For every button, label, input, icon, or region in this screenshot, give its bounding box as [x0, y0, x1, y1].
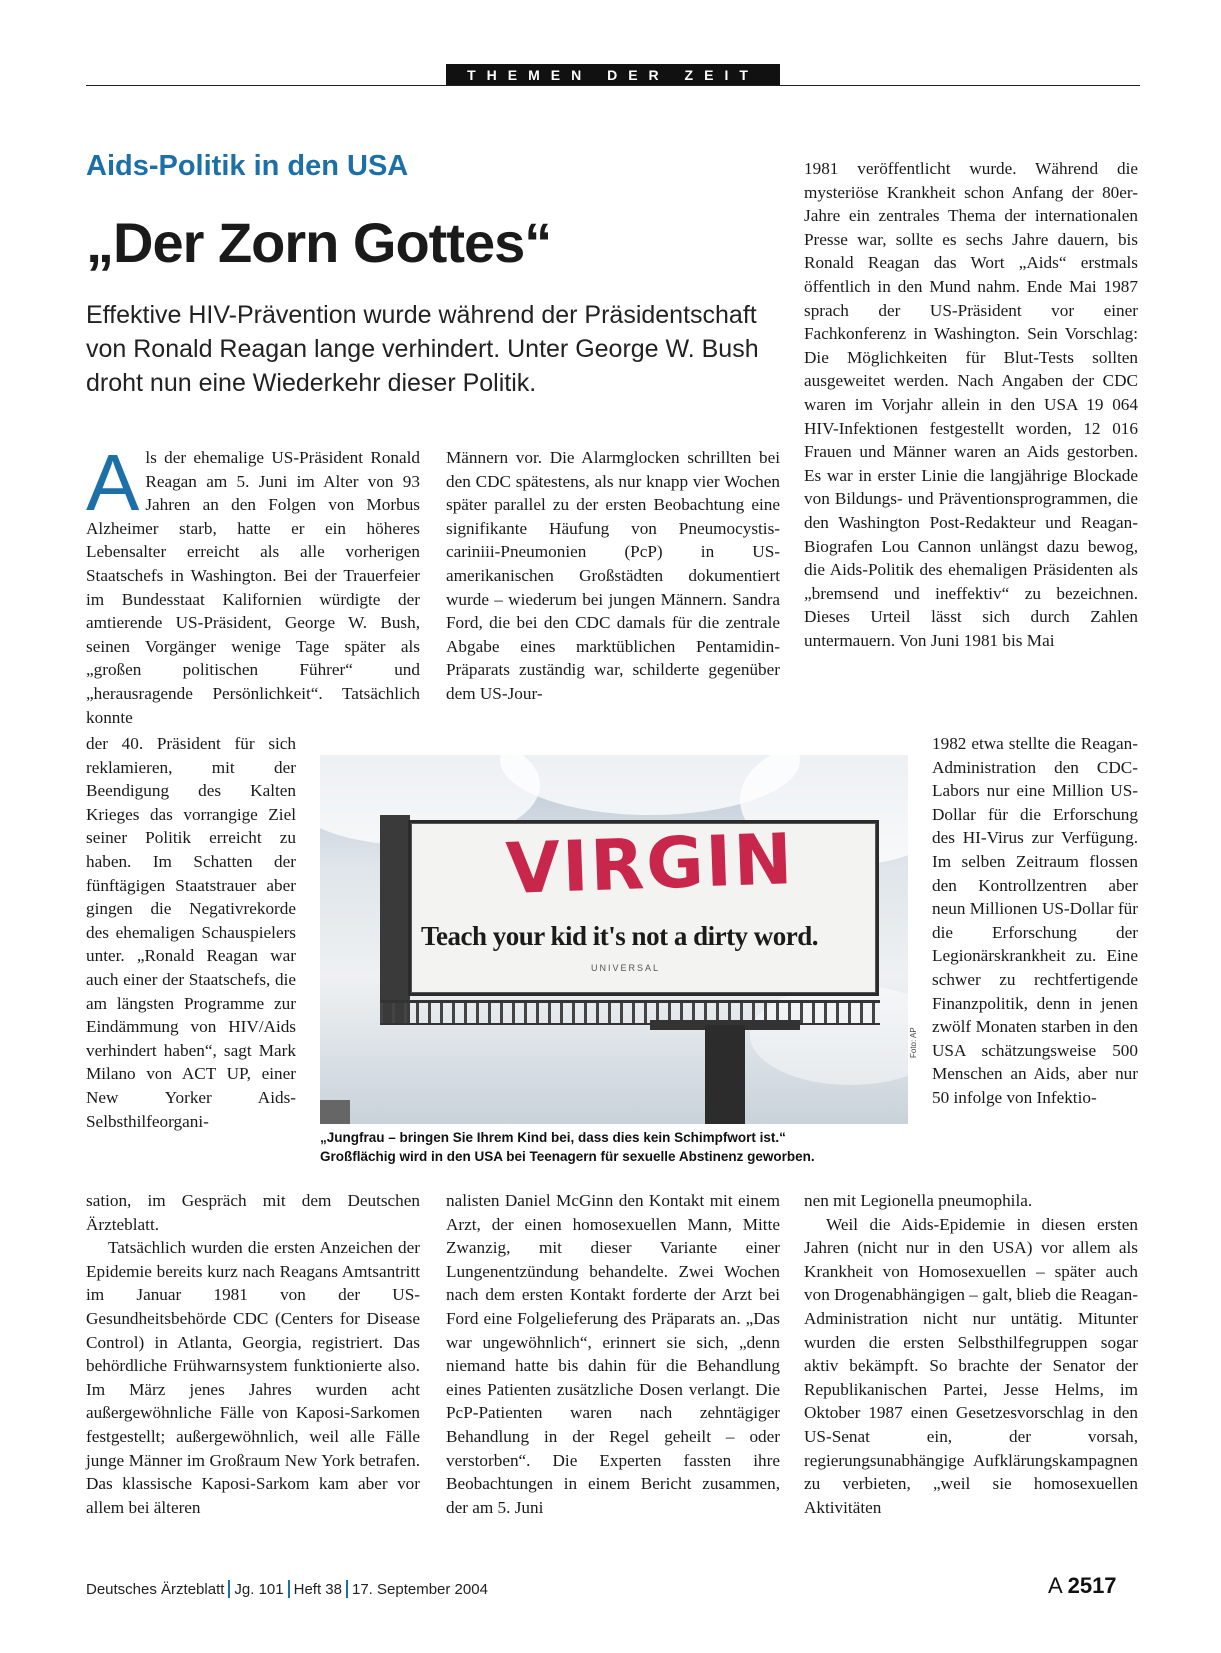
body-paragraph: 1981 veröffentlicht wurde. Während die mysteriöse Krankheit schon Anfang der 80er-Jahre ein zentrales Thema der internationalen Presse war, sollte es sechs Jahre dauern, bis Ronald Reagan das Wort „Aids“ erstmals öffentlich in den Mund nahm. Ende Mai 1987 sprach der US-Präsident vor einer Fachkonferenz in Washington. Sein Vorschlag: Die Möglichkeiten für Blut-Tests sollten ausgeweitet werden. Nach Angaben der CDC waren im Vorjahr allein in den USA 19 064 HIV-Infektionen festgestellt worden, 12 016 Frauen und Männer waren an Aids gestorben. Es war in erster Linie die langjährige Blockade von Bildungs- und Präventionsprogrammen, die den Washington Post-Redakteur und Reagan-Biografen Lou Cannon unlängst dazu bewog, die Aids-Politik des ehemaligen Präsidenten als „bremsend und ineffektiv“ zu bezeichnen. Dieses Urteil lässt sich durch Zahlen untermauern. Von Juni 1981 bis Mai — [804, 159, 1138, 650]
issue-date: 17. September 2004 — [352, 1581, 488, 1598]
billboard-pole — [705, 1025, 745, 1124]
body-paragraph: Weil die Aids-Epidemie in diesen ersten Jahren (nicht nur in den USA) vor allem als Krankheit von Homosexuellen – später auch von Drogenabhängigen – galt, blieb die Reagan-Administration nicht nur untätig. Mitunter wurden die ersten Selbsthilfegruppen sogar aktiv bekämpft. So brachte der Senator der Republikanischen Partei, Jesse Helms, im Oktober 1987 einen Gesetzesvorschlag in den US-Senat ein, der vorsah, regierungsunabhängige Aufklärungskampagnen zu verbieten, „weil sie homosexuellen Aktivitäten — [804, 1214, 1138, 1517]
separator — [346, 1580, 348, 1598]
body-paragraph: nen mit Legionella pneumophila. — [804, 1191, 1033, 1210]
caption-line: Großflächig wird in den USA bei Teenagern für sexuelle Abstinenz geworben. — [320, 1149, 815, 1164]
body-paragraph: der 40. Präsident für sich reklamieren, mit der Beendigung des Kalten Krieges das vorrangige Ziel seiner Politik erreicht zu haben. Im Schatten der fünftägigen Staatstrauer aber gingen die Negativrekorde des ehemaligen Schauspielers unter. „Ronald Reagan war auch einer der Staatschefs, die am längsten Programme zur Eindämmung von HIV/Aids verhindert haben“, sagt Mark Milano von ACT UP, einer New Yorker Aids-Selbsthilfeorgani- — [86, 734, 296, 1131]
billboard-frame — [380, 815, 410, 1025]
column-3-wrap — [932, 732, 1138, 1110]
body-paragraph: Tatsächlich wurden die ersten Anzeichen der Epidemie bereits kurz nach Reagans Amtsantritt im Januar 1981 von der US-Gesundheitsbehörde CDC (Centers for Disease Control) in Atlanta, Georgia, registriert. Das behördliche Frühwarnsystem funktionierte also. Im März jenes Jahres wurden acht außergewöhnliche Fälle von Kaposi-Sarkomen festgestellt; außergewöhnlich, weil alle Fälle junge Männer im Großraum New York betrafen. Das klassische Kaposi-Sarkom kam aber vor allem bei älteren — [86, 1238, 420, 1517]
building-corner — [320, 1100, 350, 1124]
page-number-value: 2517 — [1067, 1573, 1117, 1598]
billboard-catwalk — [380, 1000, 880, 1025]
header-rule — [86, 85, 1140, 86]
body-paragraph: Männern vor. Die Alarmglocken schrillten bei den CDC spätestens, als nur knapp vier Wochen später parallel zu der ersten Beobachtung eine signifikante Häufung von Pneumocystis-cariniii-Pneumonien (PcP) in US-amerikanischen Großstädten dokumentiert wurde – wiederum bei jungen Männern. Sandra Ford, die bei den CDC damals für die zentrale Abgabe eines marktüblichen Pentamidin-Präparats zuständig war, schilderte gegenüber dem US-Jour- — [446, 448, 780, 703]
volume: Jg. 101 — [234, 1581, 284, 1598]
separator — [228, 1580, 230, 1598]
column-3-bottom — [804, 1189, 1138, 1519]
caption-line: „Jungfrau – bringen Sie Ihrem Kind bei, dass dies kein Schimpfwort ist.“ — [320, 1130, 786, 1145]
separator — [288, 1580, 290, 1598]
column-1-bottom — [86, 1189, 420, 1519]
billboard-headline: VIRGIN — [504, 817, 796, 911]
photo-credit: Foto: AP — [909, 1027, 918, 1058]
page-prefix: A — [1048, 1573, 1062, 1598]
billboard-photo — [320, 755, 908, 1124]
article-kicker: Aids-Politik in den USA — [86, 150, 409, 182]
page-number — [1048, 1573, 1117, 1599]
body-paragraph: ls der ehemalige US-Präsident Ronald Reagan am 5. Juni im Alter von 93 Jahren an den Folgen von Morbus Alzheimer starb, hatte er ein höheres Lebensalter erreicht als alle vorherigen Staatschefs in Washington. Bei der Trauerfeier im Bundesstaat Kalifornien würdigte der amtierende US-Präsident, George W. Bush, seinen Vorgänger wenige Tage später als „großen politischen Führer“ und „herausragende Persönlichkeit“. Tatsächlich konnte — [86, 448, 420, 727]
journal-name: Deutsches Ärzteblatt — [86, 1581, 225, 1598]
photo-caption — [320, 1128, 920, 1166]
billboard-logo: UNIVERSAL — [591, 963, 661, 973]
article-lead: Effektive HIV-Prävention wurde während der Präsidentschaft von Ronald Reagan lange verhindert. Unter George W. Bush droht nun eine Wiederkehr dieser Politik. — [86, 301, 759, 397]
column-2-top — [446, 446, 780, 706]
column-3-top — [804, 157, 1138, 652]
column-2-bottom — [446, 1189, 780, 1519]
footer-citation — [86, 1580, 488, 1598]
drop-cap: A — [86, 438, 140, 527]
billboard — [408, 817, 879, 996]
section-header: THEMEN DER ZEIT — [446, 64, 780, 86]
column-1-wrap — [86, 732, 296, 1133]
body-paragraph: 1982 etwa stellte die Reagan-Administration den CDC-Labors nur eine Million US-Dollar für die Erforschung des HI-Virus zur Verfügung. Im selben Zeitraum flossen den Kontrollzentren aber neun Millionen US-Dollar für die Erforschung der Legionärskrankheit zu. Eine schwer zu rechtfertigende Finanzpolitik, denn in jenen zwölf Monaten starben in den USA schätzungsweise 500 Menschen an Aids, aber nur 50 infolge von Infektio- — [932, 734, 1138, 1107]
body-paragraph: nalisten Daniel McGinn den Kontakt mit einem Arzt, der einen homosexuellen Mann, Mitte Zwanzig, mit dieser Variante einer Lungenentzündung behandelte. Zwei Wochen nach dem ersten Kontakt forderte der Arzt bei Ford eine Folgelieferung des Präparats an. „Das war ungewöhnlich“, erinnert sie sich, „denn niemand hatte bis dahin für die Behandlung eines Patienten zusätzliche Dosen verlangt. Die PcP-Patienten waren nach zehntägiger Behandlung in der Regel geheilt – oder verstorben“. Die Experten fassten ihre Beobachtungen in einem Bericht zusammen, der am 5. Juni — [446, 1191, 780, 1517]
article-title: „Der Zorn Gottes“ — [86, 211, 552, 274]
column-1-top — [86, 438, 420, 729]
body-paragraph: sation, im Gespräch mit dem Deutschen Ärzteblatt. — [86, 1191, 420, 1234]
issue: Heft 38 — [293, 1581, 342, 1598]
billboard-slogan: Teach your kid it's not a dirty word. — [421, 921, 819, 951]
